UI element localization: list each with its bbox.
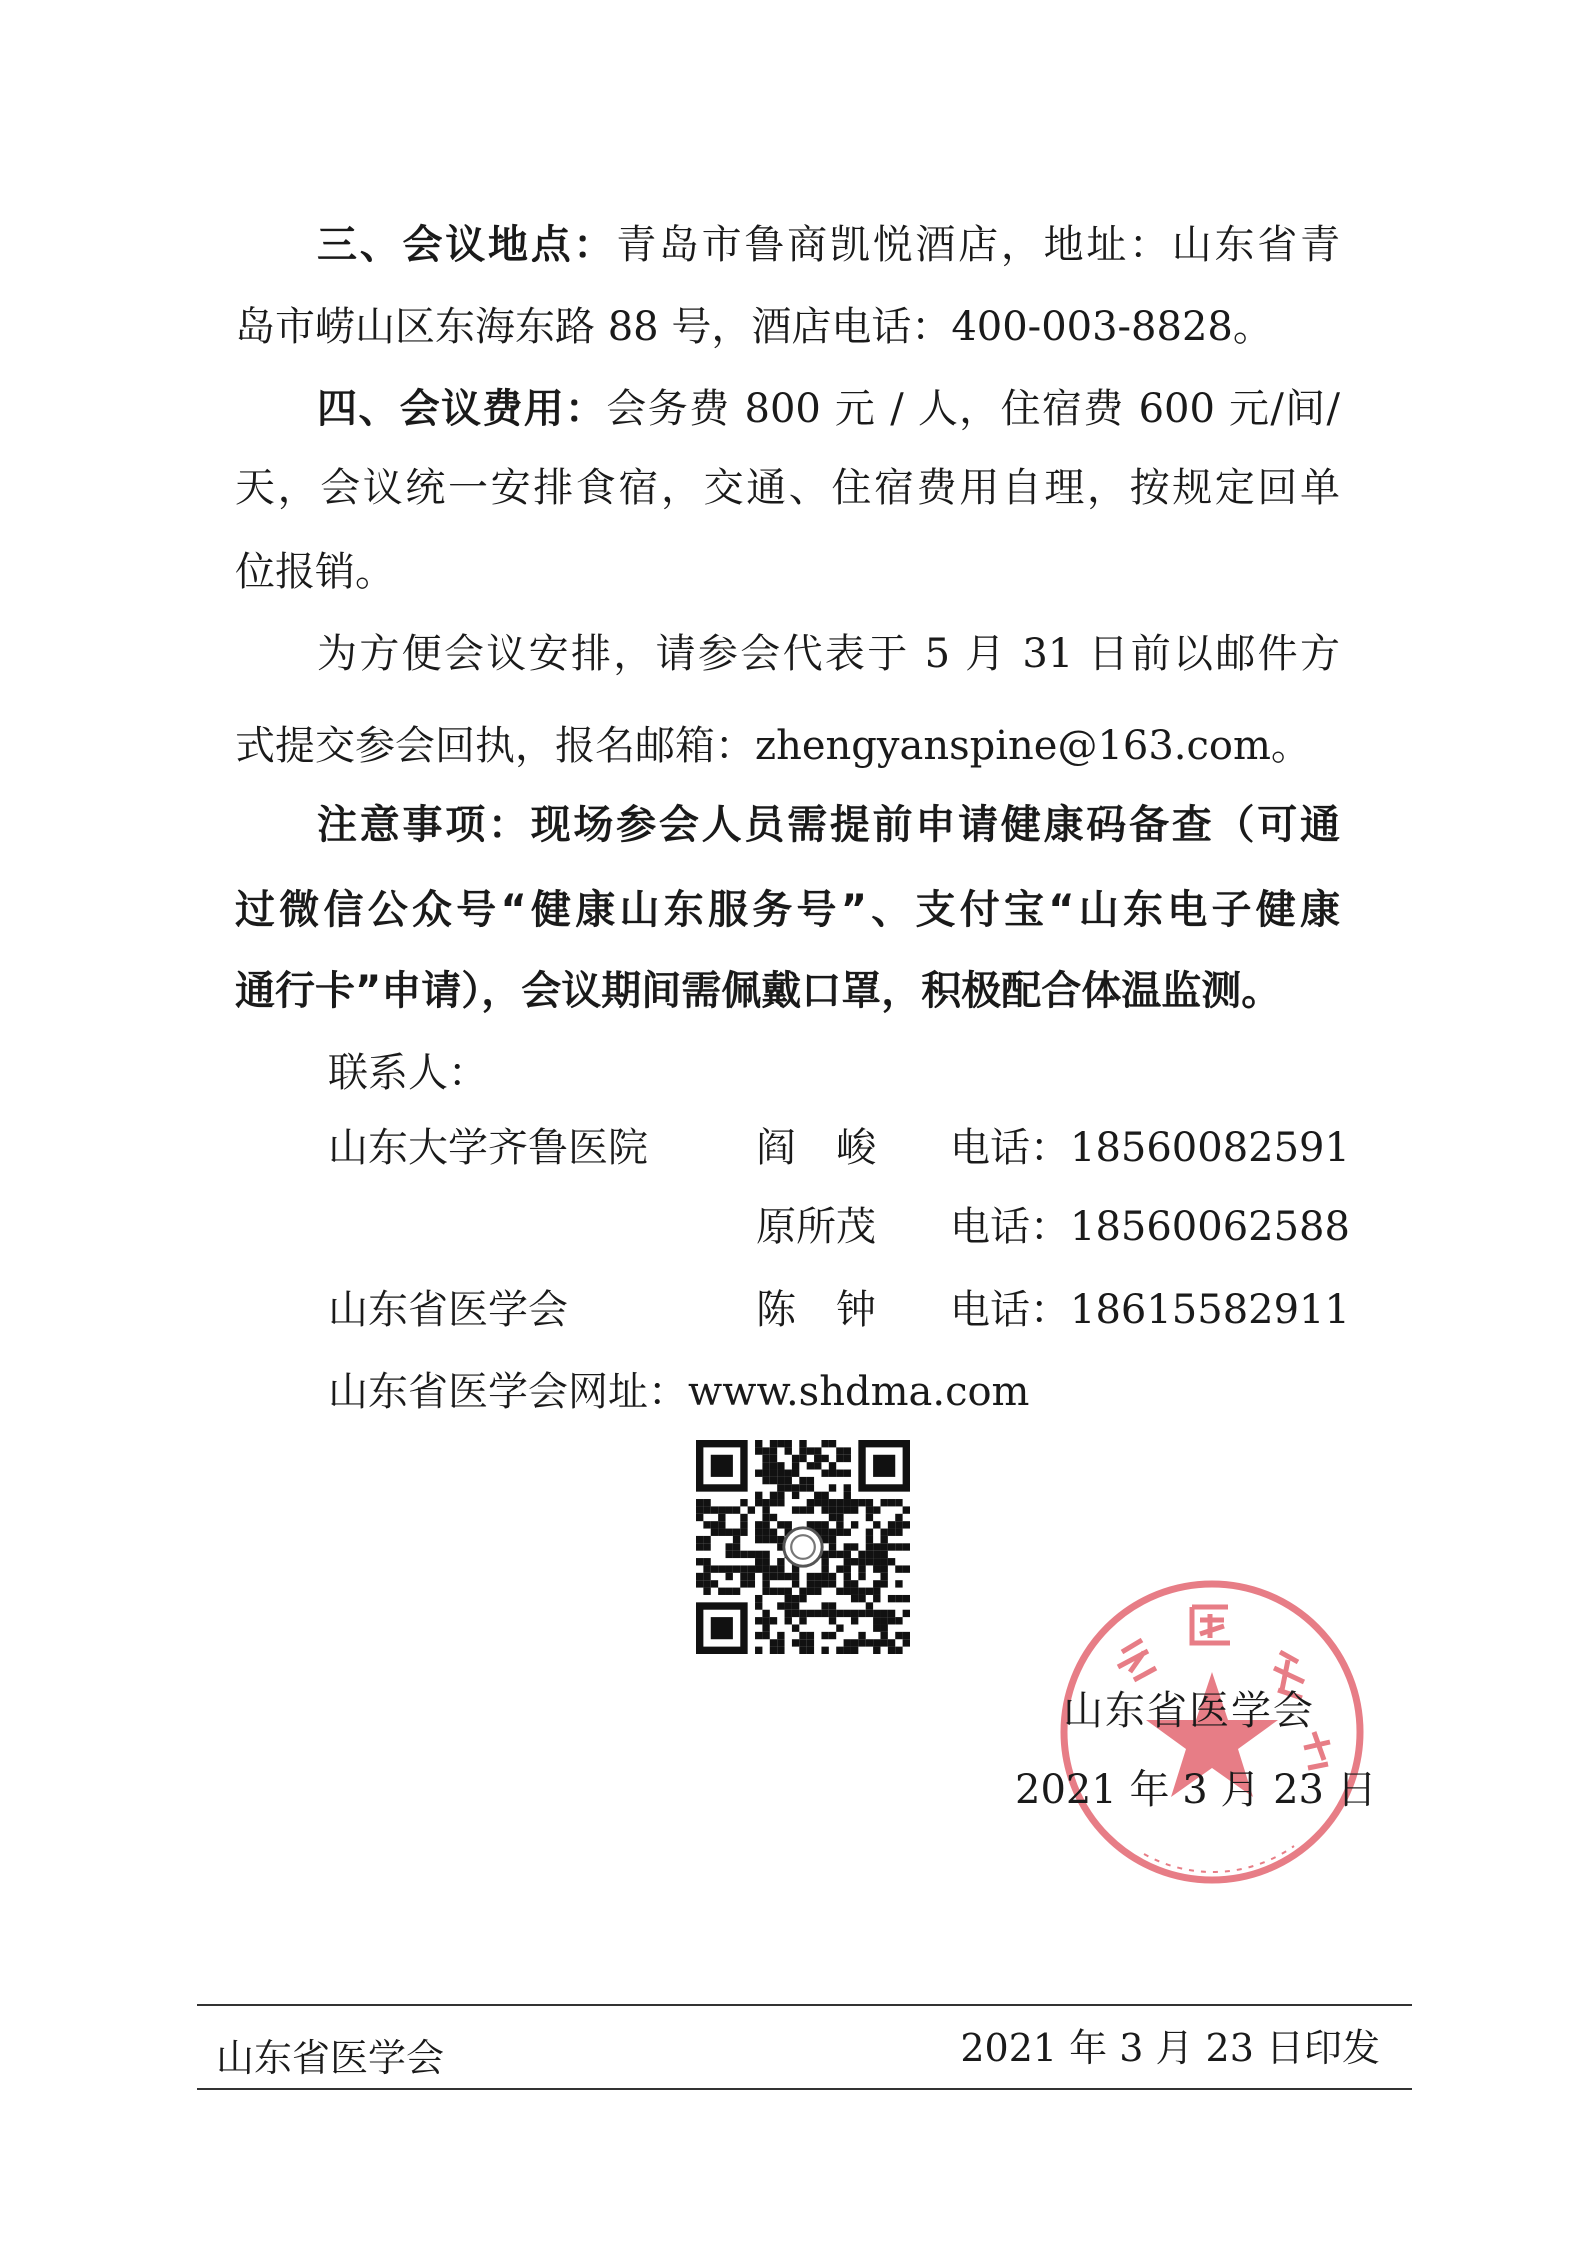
qr-code (696, 1440, 910, 1654)
contact-name: 陈 钟 (756, 1287, 876, 1333)
fee-line-1 (317, 381, 1340, 437)
notice-text: 通行卡”申请），会议期间需佩戴口罩，积极配合体温监测。 (235, 968, 1282, 1014)
fee-line-2: 天，会议统一安排食宿，交通、住宿费用自理，按规定回单 (235, 465, 1340, 511)
registration-line-1: 为方便会议安排，请参会代表于 5 月 31 日前以邮件方 (317, 631, 1340, 677)
footer-org: 山东省医学会 (216, 2036, 445, 2080)
footer-top-rule (197, 2004, 1412, 2006)
venue-heading: 三、会议地点： (317, 222, 617, 268)
notice-line-2 (235, 882, 1340, 938)
signature-date: 2021 年 3 月 23 日 (1015, 1767, 1377, 1813)
contact-name: 阎 峻 (756, 1125, 876, 1171)
footer-date: 2021 年 3 月 23 日印发 (960, 2026, 1380, 2070)
contacts-label: 联系人： (328, 1050, 488, 1096)
website: 山东省医学会网址：www.shdma.com (328, 1369, 1030, 1415)
contact-org: 山东省医学会 (328, 1287, 568, 1333)
contact-phone: 电话：18560082591 (950, 1125, 1350, 1171)
footer-bottom-rule (197, 2088, 1412, 2090)
contact-phone: 电话：18615582911 (950, 1287, 1350, 1333)
fee-heading: 四、会议费用： (317, 386, 607, 432)
contact-org: 山东大学齐鲁医院 (328, 1125, 648, 1171)
fee-text: 会务费 800 元 / 人，住宿费 600 元/间/ (606, 386, 1340, 432)
venue-line-2: 岛市崂山区东海东路 88 号，酒店电话：400-003-8828。 (235, 304, 1273, 350)
venue-text: 青岛市鲁商凯悦酒店，地址：山东省青 (616, 222, 1341, 268)
venue-line-1 (317, 217, 1340, 273)
registration-line-2: 式提交参会回执，报名邮箱：zhengyanspine@163.com。 (235, 723, 1311, 769)
notice-line-3 (235, 963, 1281, 1019)
notice-text: 过微信公众号“健康山东服务号”、支付宝“山东电子健康 (235, 887, 1340, 933)
contact-phone: 电话：18560062588 (950, 1204, 1350, 1250)
notice-line-1 (317, 797, 1340, 853)
notice-text: 注意事项：现场参会人员需提前申请健康码备查（可通 (317, 802, 1340, 848)
fee-line-3: 位报销。 (235, 549, 395, 595)
signature-org: 山东省医学会 (1063, 1688, 1315, 1734)
contact-name: 原所茂 (756, 1204, 876, 1250)
